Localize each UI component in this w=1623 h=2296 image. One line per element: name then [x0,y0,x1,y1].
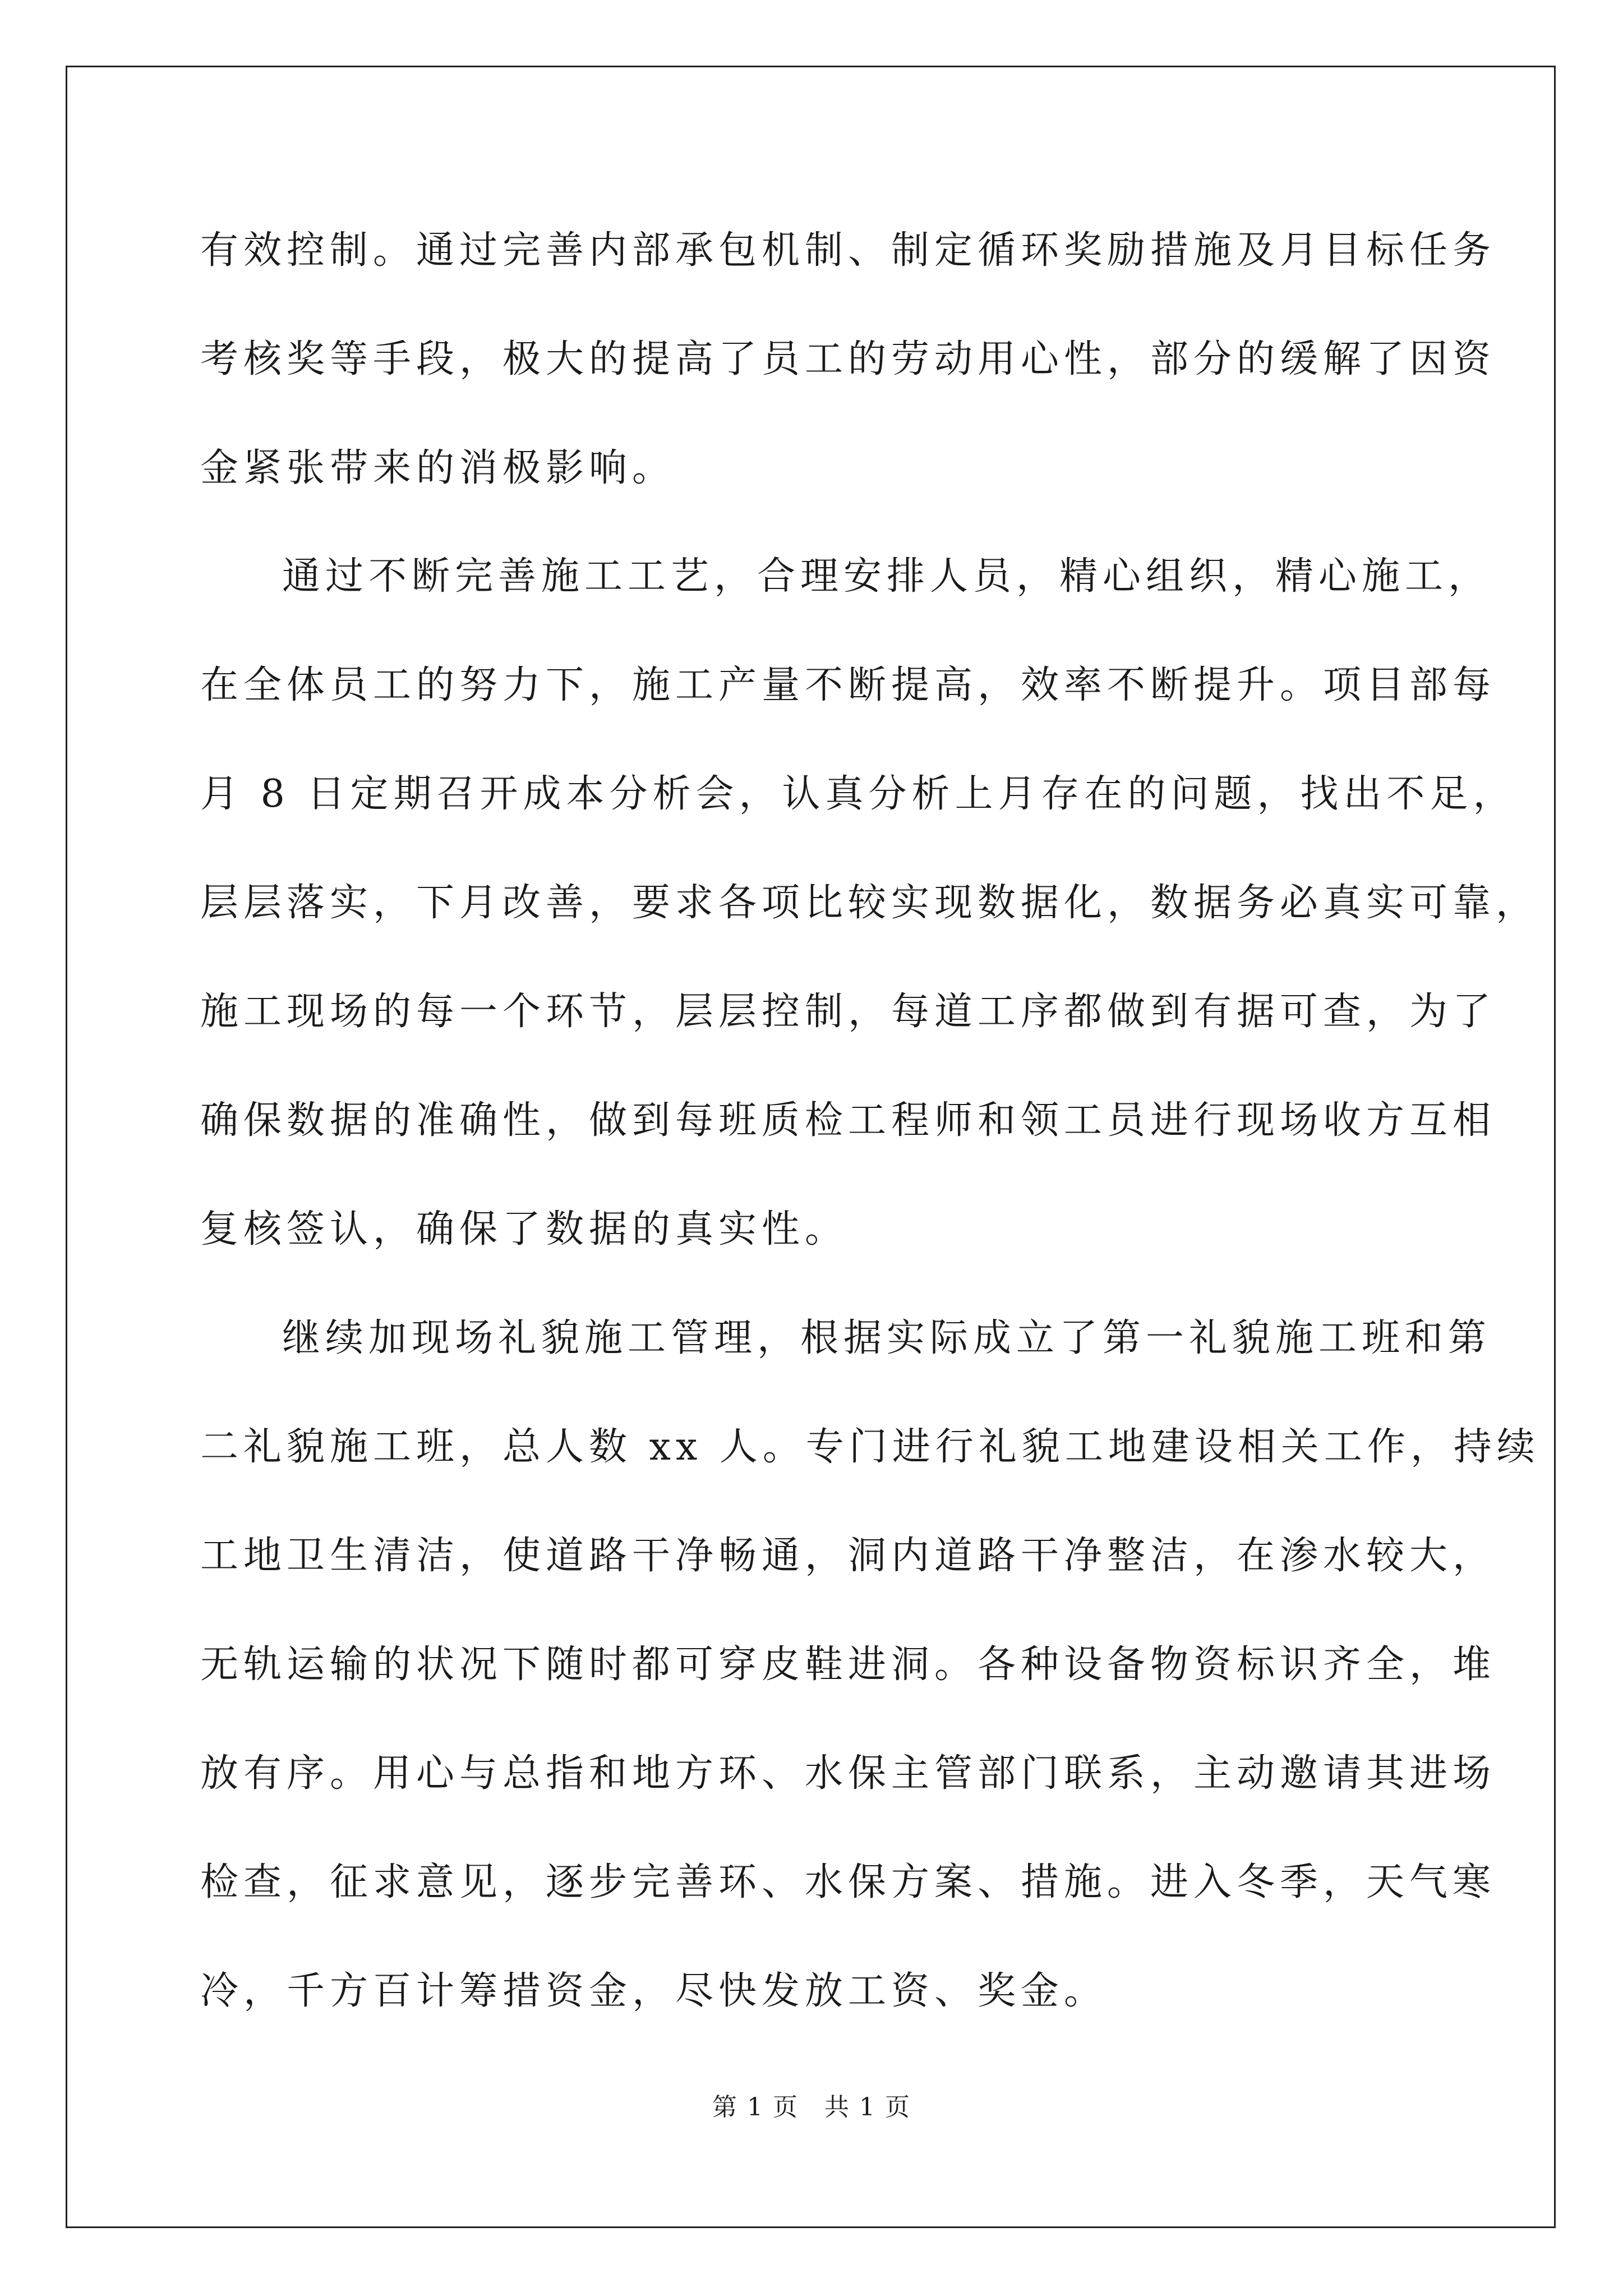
body-text-line: 层层落实，下月改善，要求各项比较实现数据化，数据务必真实可靠， [200,881,1539,925]
body-text-line: 工地卫生清洁，使道路干净畅通，洞内道路干净整洁，在渗水较大， [200,1534,1496,1578]
paragraph-start-line: 通过不断完善施工工艺，合理安排人员，精心组织，精心施工， [282,554,1492,599]
body-text-line: 在全体员工的努力下，施工产量不断提高，效率不断提升。项目部每 [200,663,1496,707]
paragraph-start-line: 继续加现场礼貌施工管理，根据实际成立了第一礼貌施工班和第 [282,1316,1492,1360]
body-text-line: 有效控制。通过完善内部承包机制、制定循环奖励措施及月目标任务 [200,228,1496,273]
page-number-footer: 第 1 页 共 1 页 [712,2093,911,2122]
body-text-line: 复核签认，确保了数据的真实性。 [200,1207,849,1251]
body-text-line: 施工现场的每一个环节，层层控制，每道工序都做到有据可查，为了 [200,990,1496,1034]
body-text-line: 放有序。用心与总指和地方环、水保主管部门联系，主动邀请其进场 [200,1751,1496,1796]
body-text-line: 检查，征求意见，逐步完善环、水保方案、措施。进入冬季，天气寒 [200,1860,1496,1904]
body-text-line: 金紧张带来的消极影响。 [200,446,676,490]
body-text-line: 月 8 日定期召开成本分析会，认真分析上月存在的问题，找出不足， [200,772,1516,816]
body-text-line: 确保数据的准确性，做到每班质检工程师和领工员进行现场收方互相 [200,1098,1496,1143]
body-text-line: 考核奖等手段，极大的提高了员工的劳动用心性，部分的缓解了因资 [200,337,1496,381]
body-text-line: 冷，千方百计筹措资金，尽快发放工资、奖金。 [200,1969,1108,2013]
body-text-line: 无轨运输的状况下随时都可穿皮鞋进洞。各种设备物资标识齐全，堆 [200,1642,1496,1687]
body-text-line: 二礼貌施工班，总人数 xx 人。专门进行礼貌工地建设相关工作，持续 [200,1425,1540,1469]
